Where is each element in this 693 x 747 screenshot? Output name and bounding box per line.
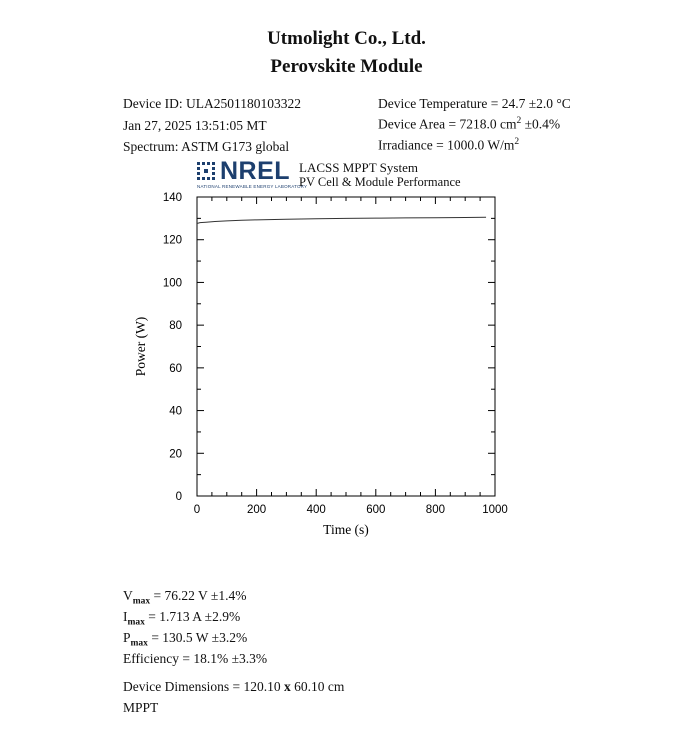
nrel-wordmark: NREL — [220, 157, 291, 185]
measurement-datetime: Jan 27, 2025 13:51:05 MT — [123, 118, 267, 133]
y-tick-label: 80 — [169, 320, 182, 333]
product-title: Perovskite Module — [270, 56, 423, 77]
device-dimensions: Device Dimensions = 120.10 x 60.10 cm — [123, 679, 345, 694]
device-area: Device Area = 7218.0 $cm^2 \pm 0.4\%$ — [378, 116, 561, 132]
y-tick-label: 100 — [162, 277, 182, 290]
y-tick-label: 120 — [162, 234, 182, 247]
vmax-result: $V_{max} = 76.22$ V ±1.4% — [123, 588, 247, 607]
x-tick-label: 400 — [306, 504, 326, 516]
x-tick-label: 600 — [366, 504, 386, 516]
y-tick-label: 140 — [162, 192, 182, 204]
spectrum: Spectrum: ASTM G173 global — [123, 139, 290, 154]
power-series-line — [197, 217, 486, 223]
nrel-tagline: NATIONAL RENEWABLE ENERGY LABORATORY — [197, 184, 308, 189]
company-title: Utmolight Co., Ltd. — [267, 28, 426, 49]
pmax-result: $P_{max} = 130.5$ W ±3.2% — [123, 630, 248, 649]
device-temperature: Device Temperature = 24.7 ±2.0 °C — [378, 96, 571, 111]
y-tick-label: 60 — [169, 362, 182, 375]
y-tick-label: 20 — [169, 448, 182, 461]
y-axis-title: Power (W) — [133, 316, 148, 377]
x-tick-label: 200 — [247, 504, 267, 516]
system-description: PV Cell & Module Performance — [299, 175, 461, 189]
imax-result: $I_{max} = 1.713$ A ±2.9% — [123, 609, 241, 628]
x-tick-label: 0 — [193, 504, 201, 516]
system-name: LACSS MPPT System — [299, 160, 418, 175]
x-axis-title: Time (s) — [323, 522, 369, 537]
device-id: Device ID: ULA2501180103322 — [123, 96, 301, 111]
measurement-mode: MPPT — [123, 700, 159, 715]
y-tick-label: 40 — [169, 405, 182, 418]
efficiency-result: Efficiency = 18.1% ±3.3% — [123, 651, 268, 666]
plot-frame — [197, 197, 495, 496]
x-tick-label: 800 — [425, 504, 445, 516]
irradiance: Irradiance = 1000.0 $W/m^2$ — [378, 137, 520, 153]
y-tick-label: 0 — [175, 491, 182, 503]
x-tick-label: 1000 — [482, 504, 508, 516]
